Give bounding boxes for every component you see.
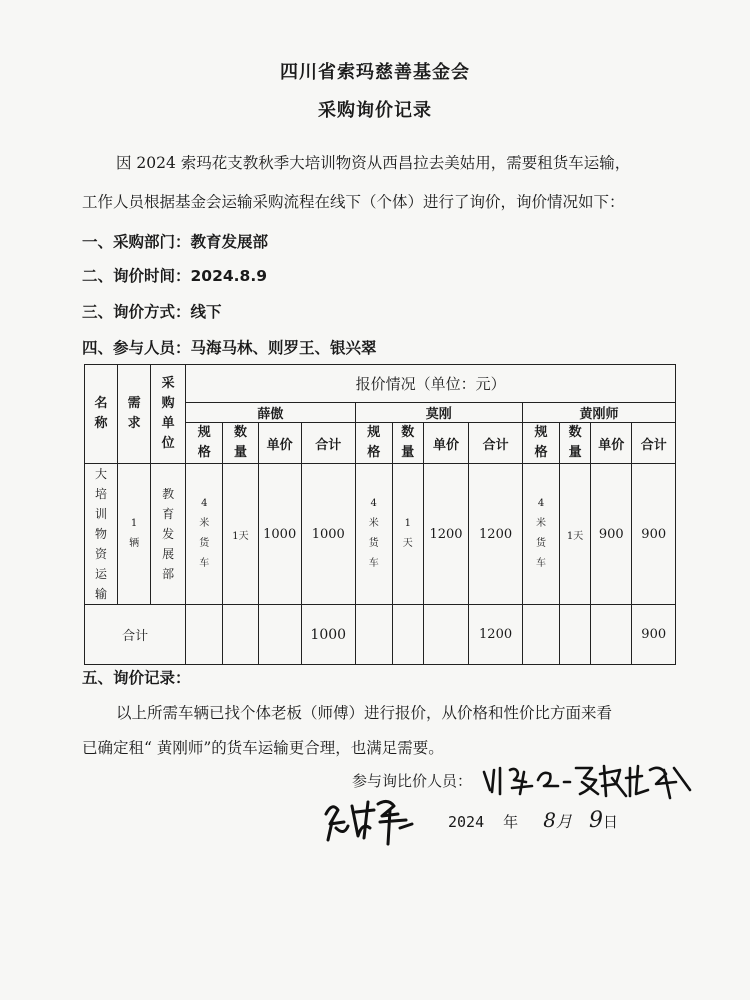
sum-row — [85, 605, 676, 665]
v3-total-header: 合计 — [632, 423, 676, 464]
section-method — [82, 300, 222, 322]
sum-label: 合计 — [85, 605, 186, 665]
v2-total-header: 合计 — [469, 423, 523, 464]
v3-qty-header: 数量 — [560, 423, 591, 464]
v2-qty-header: 数量 — [392, 423, 423, 464]
cell-v2-qty: 1天 — [392, 464, 423, 605]
v2-spec-header: 规格 — [355, 423, 392, 464]
date-day-char: 日 — [602, 813, 618, 831]
section-method-label: 三、询价方式： — [82, 303, 191, 321]
header-unit: 采购单位 — [151, 365, 186, 464]
section-people — [82, 336, 377, 358]
cell-v1-price: 1000 — [258, 464, 301, 605]
date-day: 9 — [588, 808, 603, 833]
handwritten-signature-2 — [318, 792, 418, 847]
doc-subtitle: 采购询价记录 — [318, 100, 432, 121]
cell-v1-spec: 4米货车 — [186, 464, 223, 605]
cell-v3-qty: 1天 — [560, 464, 591, 605]
date-month: 8 — [543, 808, 556, 832]
section-dept-label: 一、采购部门： — [82, 233, 191, 251]
intro-line-1: 因 2024 索玛花支教秋季大培训物资从西昌拉去美姑用，需要租货车运输， — [116, 154, 631, 172]
cell-v3-price: 900 — [591, 464, 632, 605]
record-line-1: 以上所需车辆已找个体老板（师傅）进行报价，从价格和性价比方面来看 — [116, 704, 613, 722]
date-year: 2024 — [448, 813, 485, 831]
vendor-2: 莫刚 — [355, 403, 522, 423]
cell-v1-total: 1000 — [301, 464, 355, 605]
participants-label: 参与询比价人员： — [352, 772, 473, 790]
section-dept — [82, 230, 268, 252]
sum-v3: 900 — [632, 605, 676, 665]
header-quote: 报价情况（单位：元） — [186, 365, 676, 403]
section-people-value: 马海马林、则罗王、银兴翠 — [190, 339, 377, 357]
date-year-char: 年 — [503, 813, 519, 831]
cell-name: 大培训物资运输 — [85, 464, 118, 605]
date-month-char: 月 — [555, 812, 572, 831]
cell-need: 1辆 — [118, 464, 151, 605]
intro-line-2: 工作人员根据基金会运输采购流程在线下（个体）进行了询价，询价情况如下： — [82, 193, 625, 211]
section-time — [82, 264, 267, 286]
v2-price-header: 单价 — [423, 423, 468, 464]
section-time-value: 2024.8.9 — [190, 267, 268, 285]
cell-v2-total: 1200 — [469, 464, 523, 605]
section-people-label: 四、参与人员： — [82, 339, 191, 357]
v1-total-header: 合计 — [301, 423, 355, 464]
cell-v1-qty: 1天 — [223, 464, 258, 605]
section-method-value: 线下 — [190, 303, 222, 321]
org-title: 四川省索玛慈善基金会 — [280, 62, 470, 83]
vendor-3: 黄刚师 — [522, 403, 675, 423]
sum-v1: 1000 — [301, 605, 355, 665]
section-dept-value: 教育发展部 — [190, 233, 269, 251]
cell-unit: 教育发展部 — [151, 464, 186, 605]
record-line-2: 已确定租“ 黄刚师”的货车运输更合理，也满足需要。 — [82, 739, 444, 757]
quote-table — [84, 364, 676, 665]
handwritten-signature-1 — [480, 760, 695, 800]
cell-v2-spec: 4米货车 — [355, 464, 392, 605]
header-name: 名称 — [85, 365, 118, 464]
section-time-label: 二、询价时间： — [82, 267, 191, 285]
v1-price-header: 单价 — [258, 423, 301, 464]
vendor-1: 薛傲 — [186, 403, 355, 423]
v1-spec-header: 规格 — [186, 423, 223, 464]
v3-price-header: 单价 — [591, 423, 632, 464]
section-record: 五、询价记录： — [82, 669, 191, 687]
cell-v3-total: 900 — [632, 464, 676, 605]
header-need: 需求 — [118, 365, 151, 464]
sign-date — [448, 808, 618, 833]
table-row — [85, 464, 676, 605]
cell-v2-price: 1200 — [423, 464, 468, 605]
sum-v2: 1200 — [469, 605, 523, 665]
v3-spec-header: 规格 — [522, 423, 559, 464]
v1-qty-header: 数量 — [223, 423, 258, 464]
cell-v3-spec: 4米货车 — [522, 464, 559, 605]
